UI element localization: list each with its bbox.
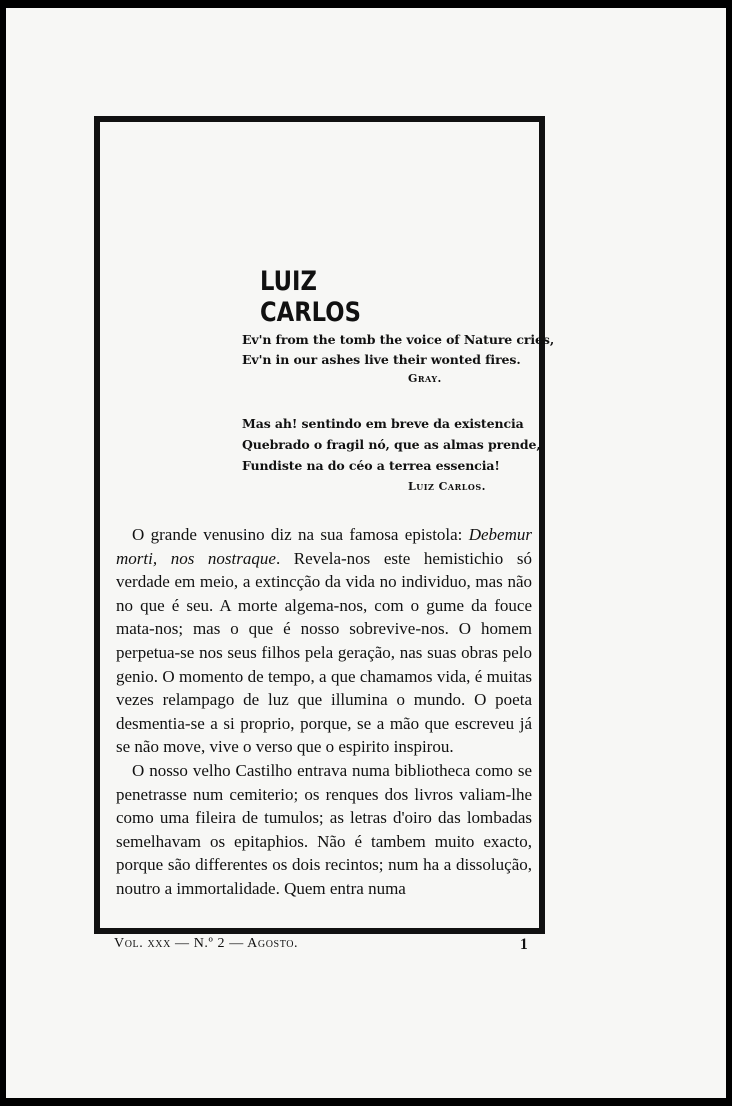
paragraph-1-intro: O grande venusino diz na sua famosa epistola:: [132, 525, 469, 544]
paragraph-1-rest: . Revela-nos este hemistichio só verdade em meio, a extincção da vida no individuo, mas não no que é seu. A morte algema-nos, com o gume da fouce mata-nos; mas o que é nosso sobrevive-nos. O homem perpetua-se nos seus filhos pela geração, nas suas obras pelo genio. O momento de tempo, a que chamamos vida, é muitas vezes relampago de luz que illumina o mundo. O poeta desmentia-se a si proprio, porque, se a mão que escreveu já se não move, vive o verso que o espirito inspirou.: [116, 548, 532, 757]
paragraph-1: [116, 523, 532, 759]
epigraph-2-line-1: Mas ah! sentindo em breve da existencia: [242, 416, 524, 431]
epigraph-2-line-2: Quebrado o fragil nó, que as almas prende,: [242, 437, 541, 452]
page-sheet: [6, 8, 726, 1098]
epigraph-2-attribution: Luiz Carlos.: [408, 480, 486, 493]
latin-quote: Debemur morti, nos nostraque: [116, 525, 532, 568]
volume-info: Vol. xxx — N.º 2 — Agosto.: [114, 936, 299, 951]
epigraph-1-line-1: Ev'n from the tomb the voice of Nature cries,: [242, 332, 555, 347]
paragraph-2: O nosso velho Castilho entrava numa bibliotheca como se penetrasse num cemiterio; os renques dos livros valiam-lhe como uma fileira de tumulos; as letras d'oiro das lombadas semelhavam os epitaphios. Não é tambem muito exacto, porque são differentes os dois recintos; num ha a dissolução, noutro a immortalidade. Quem entra numa: [116, 760, 532, 898]
page-number: 1: [520, 936, 528, 953]
article-body: [116, 523, 532, 901]
page-title: LUIZ CARLOS: [260, 266, 361, 328]
epigraph-1-line-2: Ev'n in our ashes live their wonted fires.: [242, 352, 521, 367]
epigraph-2-line-3: Fundiste na do céo a terrea essencia!: [242, 458, 500, 473]
epigraph-1-attribution: Gray.: [408, 372, 442, 385]
